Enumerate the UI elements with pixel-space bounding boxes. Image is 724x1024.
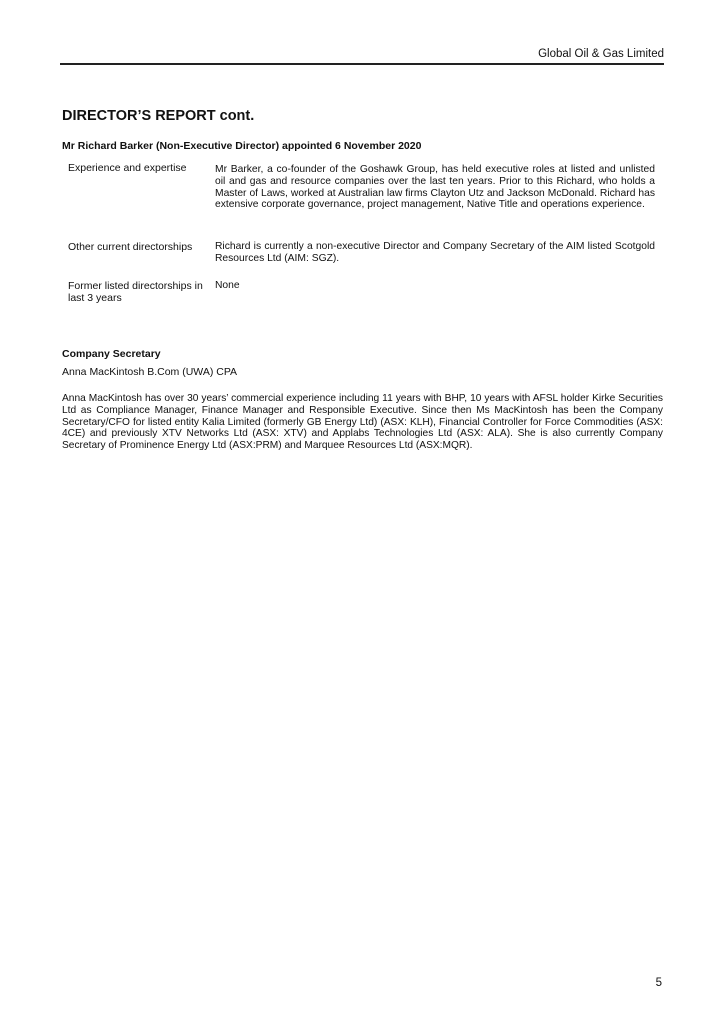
page-header [60,48,664,65]
detail-value: None [215,280,240,291]
detail-value: Richard is currently a non-executive Director and Company Secretary of the AIM listed Scotgold Resources Ltd (AIM: SGZ). [215,241,655,264]
company-name: Global Oil & Gas Limited [538,48,664,60]
director-heading: Mr Richard Barker (Non-Executive Director) appointed 6 November 2020 [62,140,422,152]
detail-value: Mr Barker, a co-founder of the Goshawk Group, has held executive roles at listed and unlisted oil and gas and resource companies over the last ten years. Prior to this Richard, who holds a Master of Laws, worked at Australian law firms Clayton Utz and Jackson McDonald. Richard has extensive corporate governance, project management, Native Title and operations experience. [215,164,655,211]
detail-label: Other current directorships [68,241,193,253]
company-secretary-heading: Company Secretary [62,348,161,360]
report-title: DIRECTOR’S REPORT cont. [62,108,255,124]
company-secretary-bio: Anna MacKintosh has over 30 years’ commercial experience including 11 years with BHP, 10 years with AFSL holder Kirke Securities Ltd as Compliance Manager, Finance Manager and Responsible Executive. Since then Ms MacKintosh has been the Company Secretary/CFO for listed entity Kalia Limited (formerly GB Energy Ltd) (ASX: KLH), Financial Controller for Force Commodities (ASX: 4CE) and previously XTV Networks Ltd (ASX: XTV) and Applabs Technologies Ltd (ASX: ALA). She is also currently Company Secretary of Prominence Energy Ltd (ASX:PRM) and Marquee Resources Ltd (ASX:MQR). [62,393,663,452]
company-secretary-name: Anna MacKintosh B.Com (UWA) CPA [62,366,238,378]
detail-label: Former listed directorships in last 3 years [68,280,203,304]
page-number: 5 [655,977,662,989]
detail-label: Experience and expertise [68,162,187,174]
